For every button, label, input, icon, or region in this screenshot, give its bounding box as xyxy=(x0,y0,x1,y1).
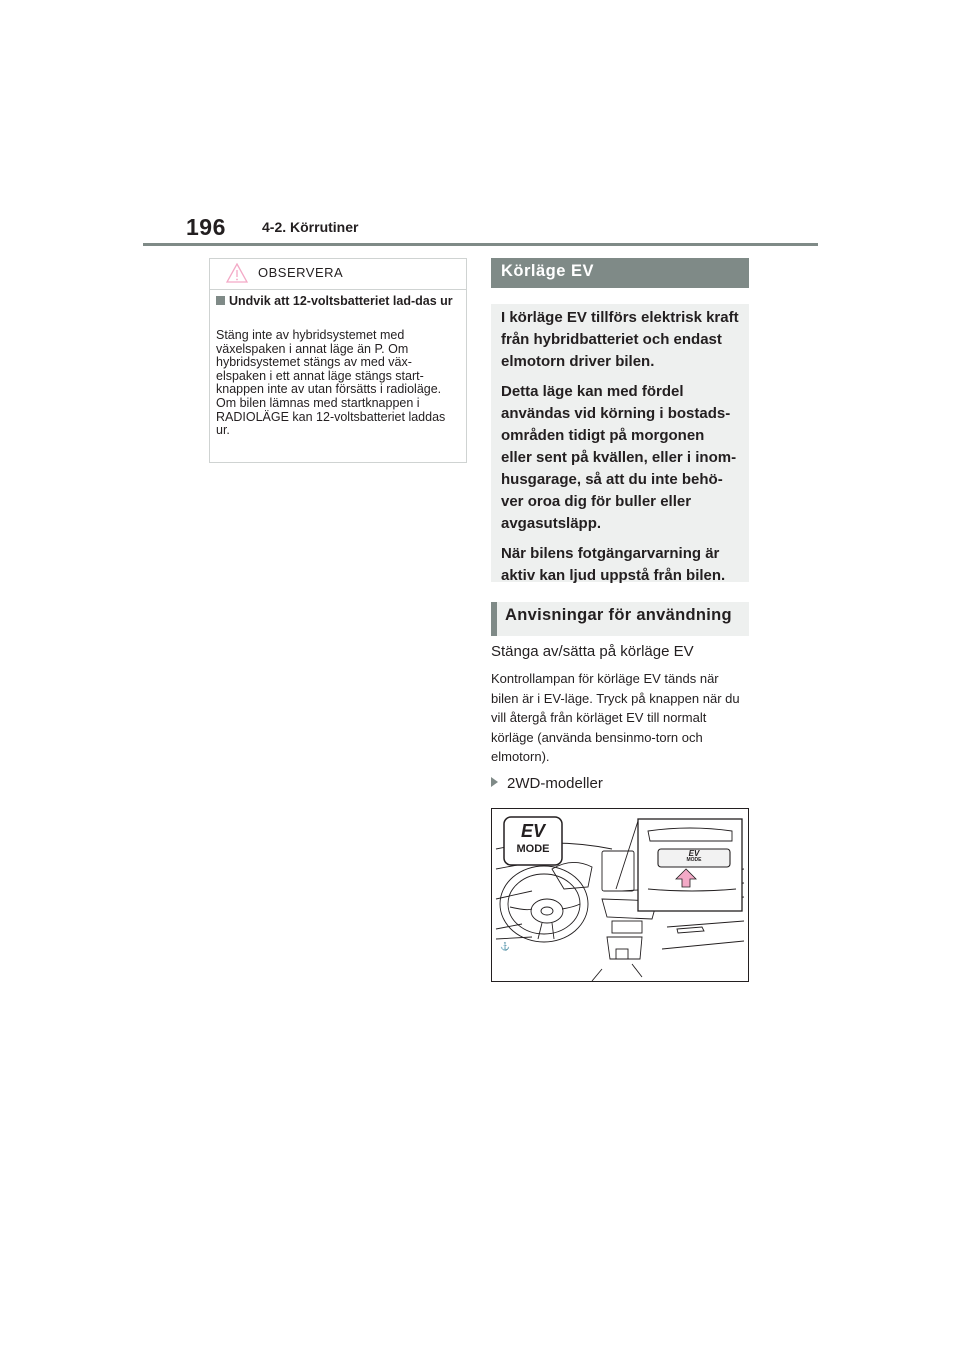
ev-paragraph-3: När bilens fotgängarvarning är aktiv kan ljud uppstå från bilen. xyxy=(501,545,726,584)
notice-box xyxy=(209,258,467,463)
ev-button-line1: EV xyxy=(688,849,700,858)
ev-indicator-line2: MODE xyxy=(516,843,550,855)
ev-paragraph-1: I körläge EV tillförs elektrisk kraft från hybridbatteriet och endast elmotorn driver bilen. xyxy=(501,309,739,370)
notice-subheading-text: Undvik att 12-voltsbatteriet lad-das ur xyxy=(229,294,453,308)
notice-header xyxy=(210,259,466,290)
model-label-text: 2WD-modeller xyxy=(507,775,603,792)
ev-button-line2: MODE xyxy=(686,857,702,863)
usage-body: Kontrollampan för körläge EV tänds när bilen är i EV-läge. Tryck på knappen när du vill återgå från körläget EV till normalt körläge (använda bensinmo-torn och elmotorn). xyxy=(491,671,740,764)
ev-button-label xyxy=(682,850,706,864)
triangle-bullet-icon xyxy=(491,777,498,787)
notice-subheading xyxy=(216,295,460,308)
ev-paragraph-2: Detta läge kan med fördel användas vid körning i bostads-områden tidigt på morgonen eller sent på kvällen, eller i inom-husgarage, så att du inte behö-ver oroa dig för buller eller avgasutsläpp. xyxy=(501,383,737,532)
notice-body: Stäng inte av hybridsystemet med växelspaken i annat läge än P. Om hybridsystemet stängs av med väx-elspaken i ett annat läge stängs start-knappen inte av utan försätts i radioläge. Om bilen lämnas med startknappen i RADIOLÄGE kan 12-voltsbatteriet laddas ur. xyxy=(216,328,446,438)
usage-heading: Anvisningar för användning xyxy=(491,602,749,636)
model-label xyxy=(491,775,603,792)
svg-text:⚓: ⚓ xyxy=(500,942,510,951)
ev-mode-info-panel xyxy=(491,304,749,582)
section-title: 4-2. Körrutiner xyxy=(262,219,359,235)
warning-triangle-icon xyxy=(226,263,248,283)
ev-mode-heading: Körläge EV xyxy=(491,258,749,288)
page-number: 196 xyxy=(186,214,226,240)
square-bullet-icon xyxy=(216,296,225,305)
dashboard-illustration xyxy=(491,808,749,982)
notice-title: OBSERVERA xyxy=(258,265,344,280)
ev-indicator-label xyxy=(504,821,562,856)
usage-subheading: Stänga av/sätta på körläge EV xyxy=(491,643,694,660)
header-rule xyxy=(143,243,818,246)
ev-indicator-line1: EV xyxy=(520,821,545,841)
